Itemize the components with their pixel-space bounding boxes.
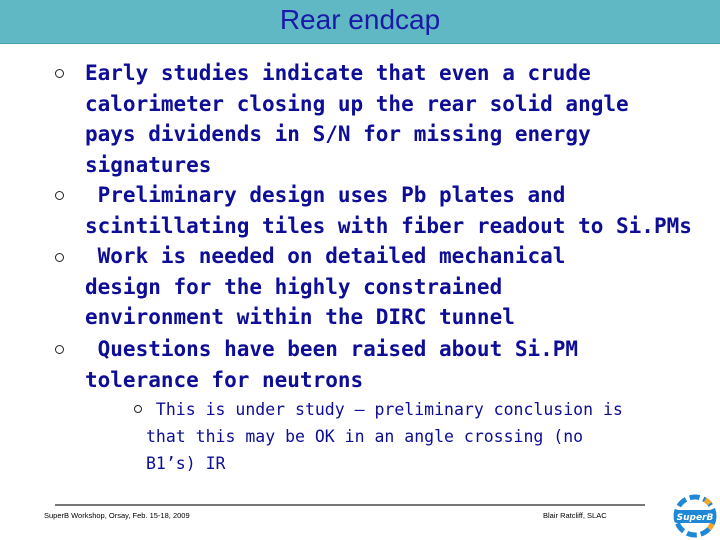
sub-bullet-circle-icon (134, 405, 142, 413)
bullet-circle-icon (55, 345, 64, 354)
footer-divider (55, 504, 645, 506)
slide-title: Rear endcap (279, 4, 441, 35)
bullet-text-4: Questions have been raised about Si.PM tolerance for neutrons (85, 337, 579, 392)
bullet-circle-icon (55, 191, 64, 200)
sub-bullet-text: This is under study – preliminary conclusion is that this may be OK in an angle crossing (no B1’s) IR (146, 400, 623, 473)
footer-event: SuperB Workshop, Orsay, Feb. 15-18, 2009 (44, 511, 190, 520)
bullet-text-2: Preliminary design uses Pb plates and scintillating tiles with fiber readout to Si.PMs (85, 183, 692, 238)
bullet-text-1: Early studies indicate that even a crude calorimeter closing up the rear solid angle pays dividends in S/N for missing energy signatures (85, 61, 629, 177)
bullet-circle-icon (55, 253, 64, 262)
bullet-text-3: Work is needed on detailed mechanical design for the highly constrained environment within the DIRC tunnel (85, 244, 566, 329)
footer-author: Blair Ratcliff, SLAC (543, 511, 607, 520)
logo-text: SuperB (676, 513, 714, 523)
superb-logo-icon (672, 493, 718, 539)
bullet-circle-icon (55, 69, 64, 78)
